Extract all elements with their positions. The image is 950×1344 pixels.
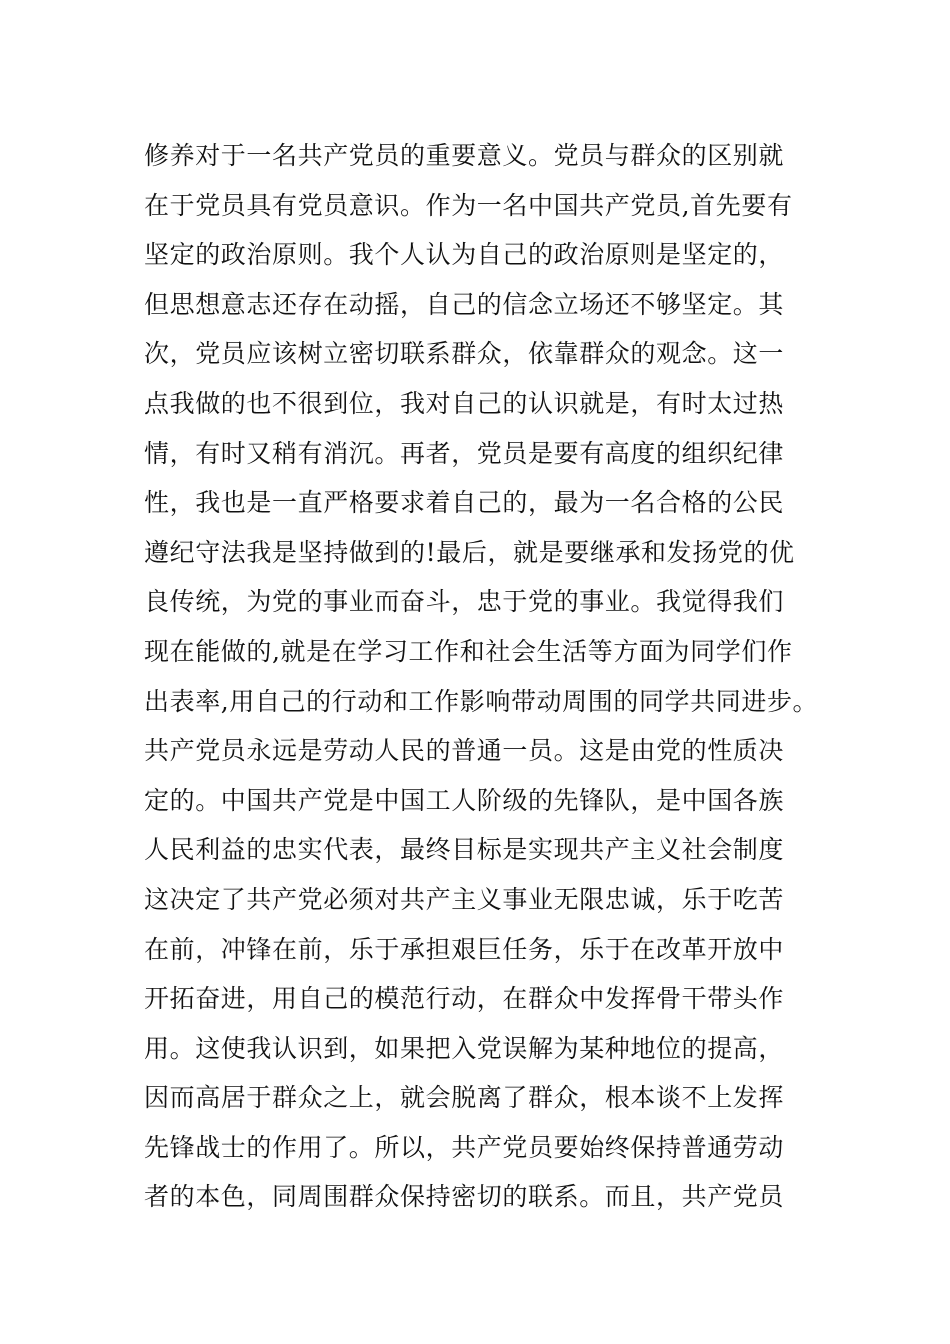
text-line: 这决定了共产党必须对共产主义事业无限忠诚，乐于吃苦 (144, 884, 785, 914)
text-line: 遵纪守法我是坚持做到的!最后，就是要继承和发扬党的优 (144, 537, 795, 567)
text-line: 点我做的也不很到位，我对自己的认识就是，有时太过热 (144, 388, 785, 418)
body-text (144, 131, 844, 1222)
text-line: 次，党员应该树立密切联系群众，依靠群众的观念。这一 (144, 339, 785, 369)
text-line: 情，有时又稍有消沉。再者，党员是要有高度的组织纪律 (144, 438, 785, 468)
text-line: 先锋战士的作用了。所以，共产党员要始终保持普通劳动 (144, 1132, 785, 1162)
text-line: 良传统，为党的事业而奋斗，忠于党的事业。我觉得我们 (144, 587, 785, 617)
text-line: 共产党员永远是劳动人民的普通一员。这是由党的性质决 (144, 736, 785, 766)
text-line: 在前，冲锋在前，乐于承担艰巨任务，乐于在改革开放中 (144, 934, 785, 964)
text-line: 修养对于一名共产党员的重要意义。党员与群众的区别就 (144, 141, 785, 170)
text-line: 用。这使我认识到，如果把入党误解为某种地位的提高， (144, 1033, 785, 1063)
text-line: 者的本色，同周围群众保持密切的联系。而且，共产党员 (144, 1182, 785, 1212)
text-line: 但思想意志还存在动摇，自己的信念立场还不够坚定。其 (144, 289, 785, 319)
text-line: 因而高居于群众之上，就会脱离了群众，根本谈不上发挥 (144, 1083, 785, 1113)
text-line: 现在能做的,就是在学习工作和社会生活等方面为同学们作 (144, 636, 793, 666)
text-line: 在于党员具有党员意识。作为一名中国共产党员,首先要有 (144, 190, 793, 220)
text-line: 性，我也是一直严格要求着自己的，最为一名合格的公民 (144, 488, 785, 518)
text-line: 开拓奋进，用自己的模范行动，在群众中发挥骨干带头作 (144, 984, 785, 1014)
text-line: 定的。中国共产党是中国工人阶级的先锋队，是中国各族 (144, 785, 785, 815)
text-line: 出表率,用自己的行动和工作影响带动周围的同学共同进步。 (144, 686, 819, 716)
text-line: 人民利益的忠实代表，最终目标是实现共产主义社会制度 (144, 835, 785, 865)
text-line: 坚定的政治原则。我个人认为自己的政治原则是坚定的， (144, 240, 785, 270)
